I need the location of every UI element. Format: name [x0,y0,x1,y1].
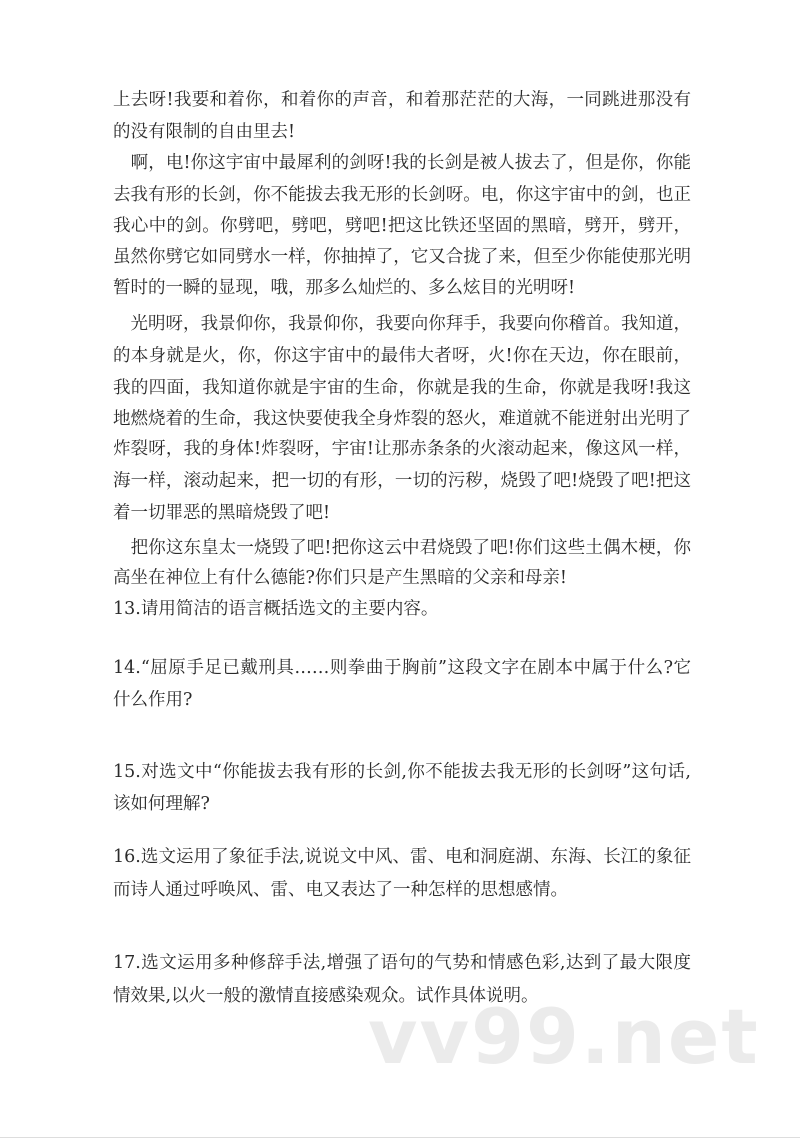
passage-line: 地燃烧着的生命，我这快要使我全身炸裂的怒火，难道就不能迸射出光明了 [113,409,691,429]
passage-line: 上去呀!我要和着你，和着你的声音，和着那茫茫的大海，一同跳进那没有 [113,90,691,110]
passage-line: 的本身就是火，你，你这宇宙中的最伟大者呀，火!你在天边，你在眼前， [113,346,691,366]
question-line: 14.“屈原手足已戴刑具……则拳曲于胸前”这段文字在剧本中属于什么?它 [113,658,691,678]
question-line: 15.对选文中“你能拔去我有形的长剑,你不能拔去我无形的长剑呀”这句话, [113,762,691,782]
watermark: vv99.net [368,992,760,1081]
question-line: 16.选文运用了象征手法,说说文中风、雷、电和洞庭湖、东海、长江的象征 [113,847,691,867]
passage-line: 我心中的剑。你劈吧，劈吧，劈吧!把这比铁还坚固的黑暗，劈开，劈开， [113,216,691,236]
passage-line: 高坐在神位上有什么德能?你们只是产生黑暗的父亲和母亲! [113,568,567,588]
passage-line: 暂时的一瞬的显现，哦，那多么灿烂的、多么炫目的光明呀! [113,278,576,298]
passage-line: 把你这东皇太一烧毁了吧!把你这云中君烧毁了吧!你们这些土偶木梗，你 [130,538,691,558]
passage-line: 海一样，滚动起来，把一切的有形，一切的污秽，烧毁了吧!烧毁了吧!把这 [113,471,691,491]
passage-line: 13.请用简洁的语言概括选文的主要内容。 [113,599,439,619]
passage-line: 去我有形的长剑，你不能拔去我无形的长剑呀。电，你这宇宙中的剑，也正 [113,185,691,205]
question-line: 17.选文运用多种修辞手法,增强了语句的气势和情感色彩,达到了最大限度 [113,953,691,973]
passage-line: 光明呀，我景仰你，我景仰你，我要向你拜手，我要向你稽首。我知道， [130,314,691,334]
question-line: 情效果,以火一般的激情直接感染观众。试作具体说明。 [113,986,539,1006]
passage-line: 着一切罪恶的黑暗烧毁了吧! [113,503,331,523]
question-line: 而诗人通过呼唤风、雷、电又表达了一种怎样的思想感情。 [113,880,568,900]
passage-line: 的没有限制的自由里去! [113,122,296,142]
passage-line: 我的四面，我知道你就是宇宙的生命，你就是我的生命，你就是我呀!我这 [113,378,691,398]
question-line: 该如何理解? [113,794,210,814]
passage-line: 虽然你劈它如同劈水一样，你抽掉了，它又合拢了来，但至少你能使那光明 [113,247,691,267]
passage-line: 啊，电!你这宇宙中最犀利的剑呀!我的长剑是被人拔去了，但是你，你能 [130,153,691,173]
question-line: 什么作用? [113,690,193,710]
passage-line: 炸裂呀，我的身体!炸裂呀，宇宙!让那赤条条的火滚动起来，像这风一样， [113,439,691,459]
